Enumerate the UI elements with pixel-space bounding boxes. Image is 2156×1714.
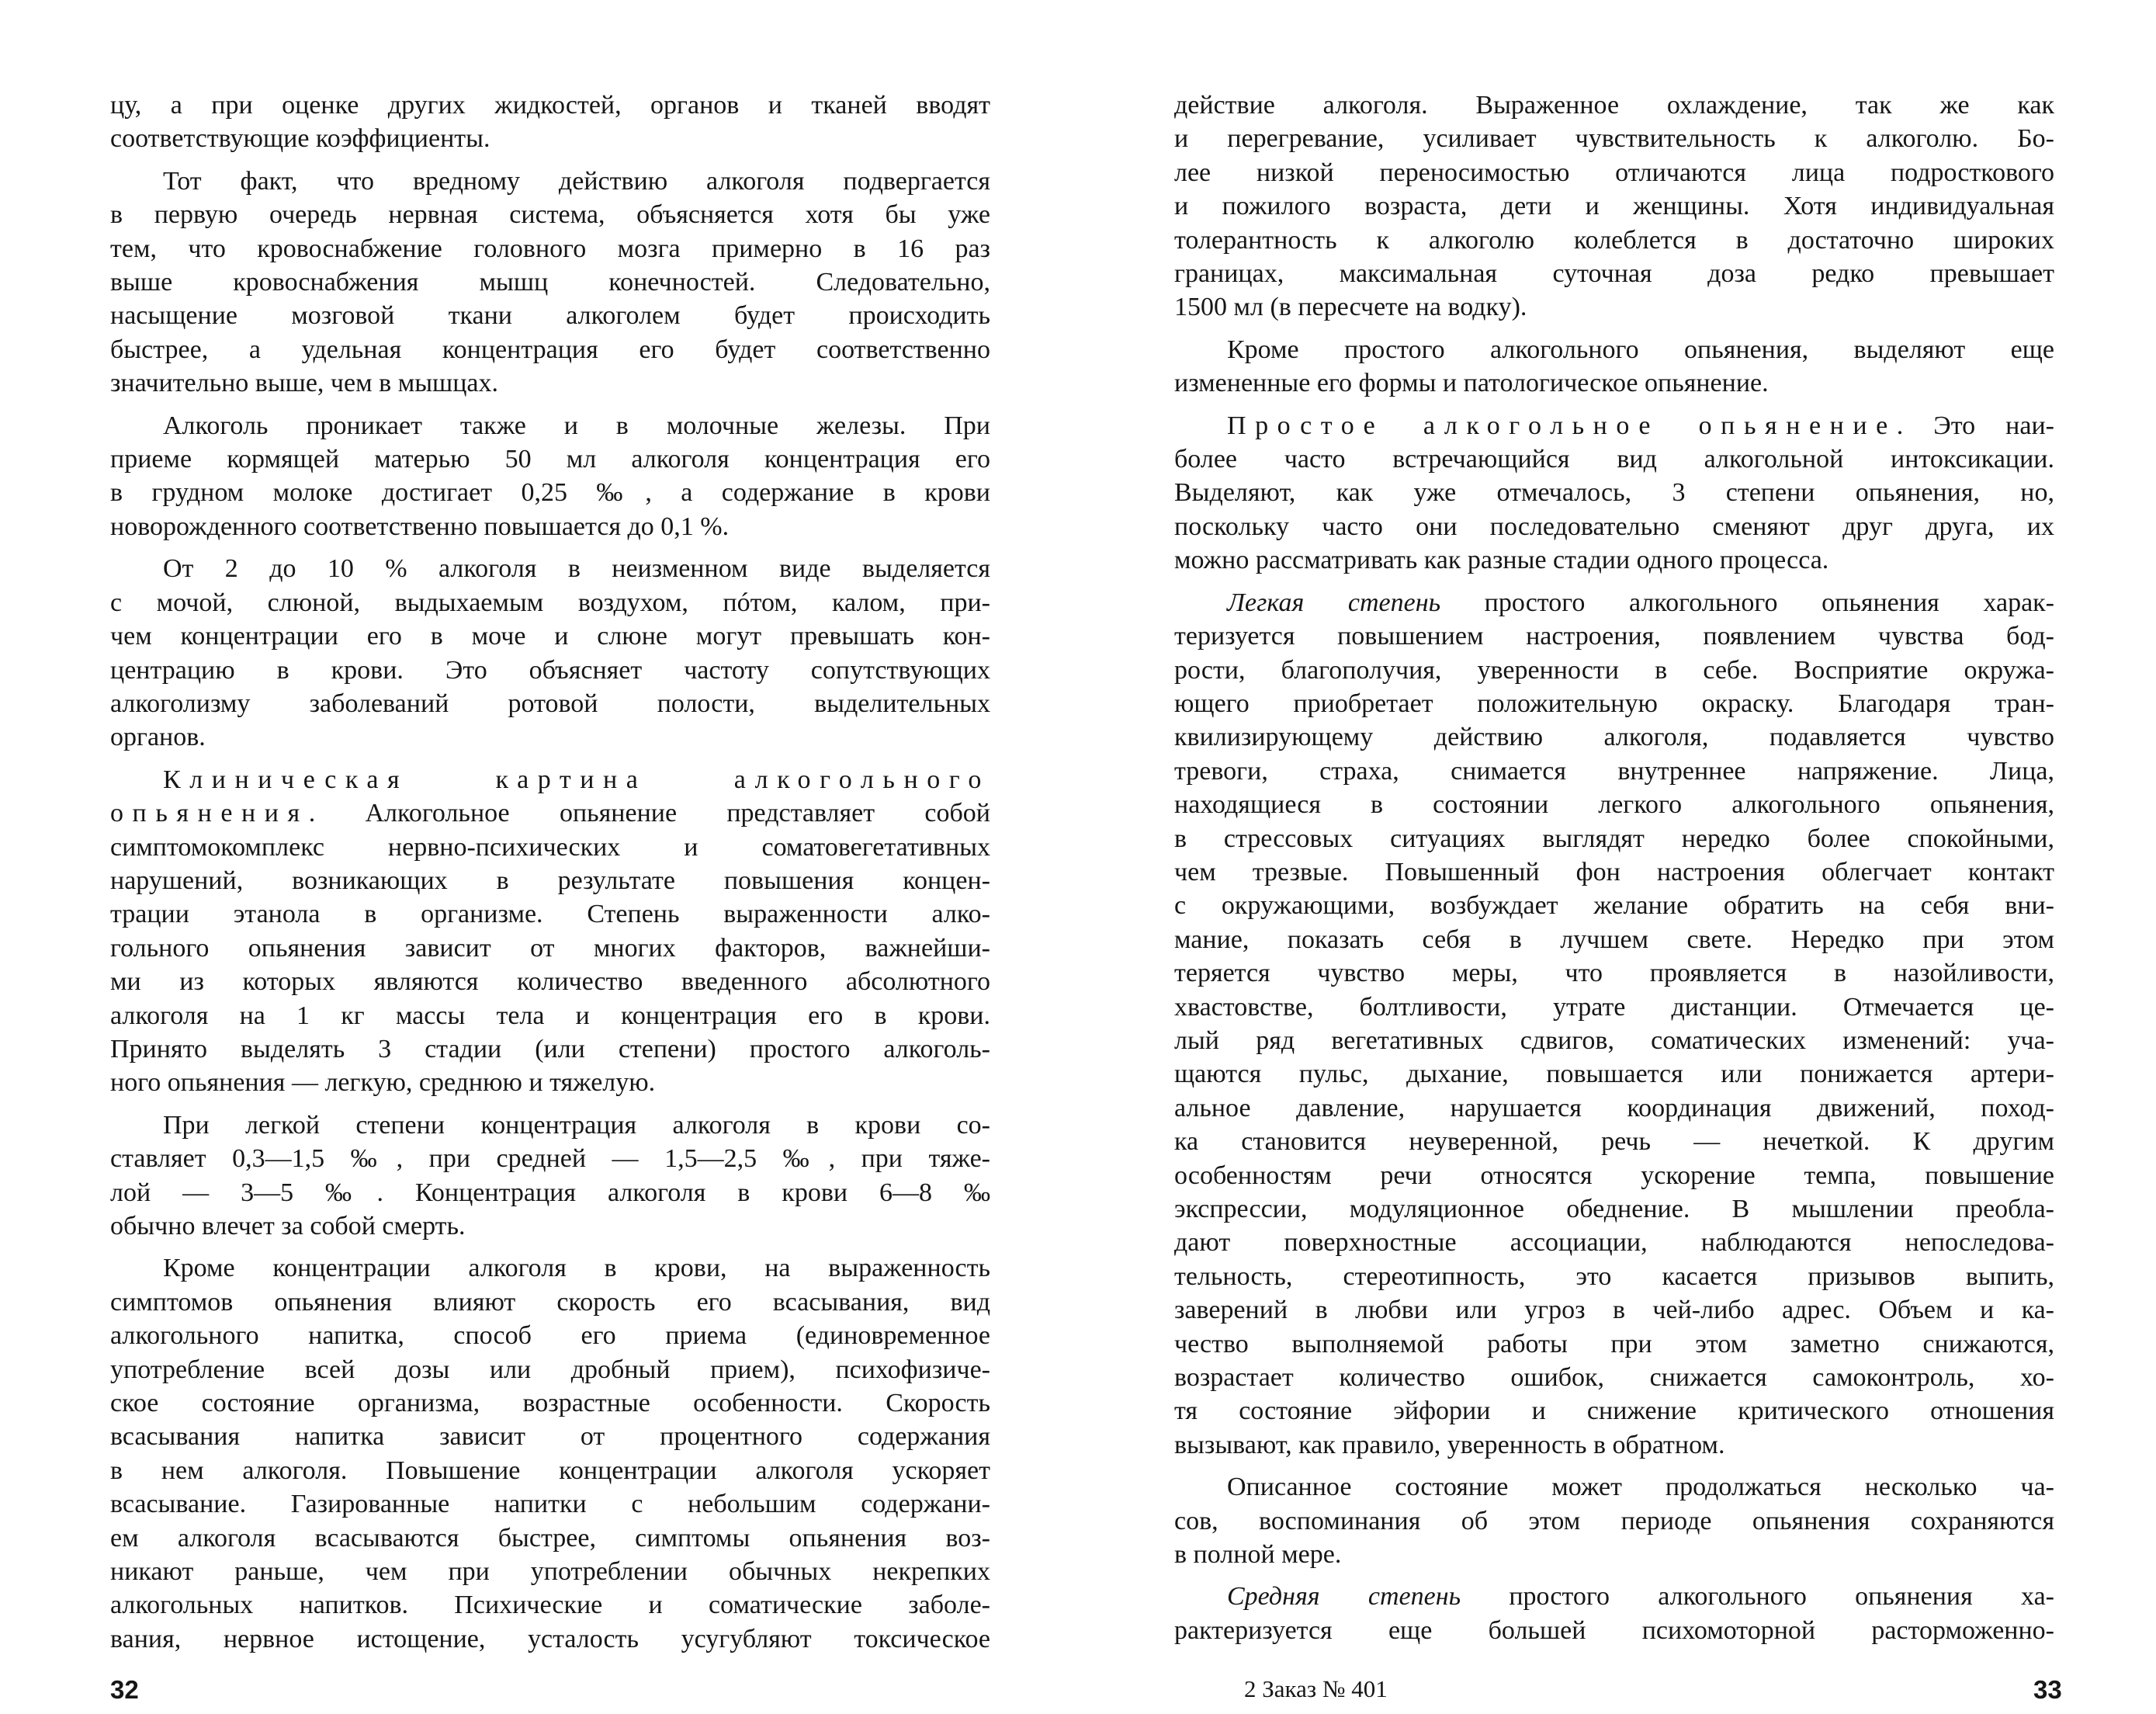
text-line: альное давление, нарушается координация движений, поход-: [1174, 1093, 2054, 1122]
page-number-left: 32: [110, 1675, 139, 1704]
text-run: . Алкогольное опьянение представляет собой: [308, 799, 990, 828]
text-line: соответствующие коэффициенты.: [110, 124, 490, 154]
text-line: [110, 796, 990, 830]
text-run: . Это наи-: [1896, 411, 2054, 440]
printer-signature: 2 Заказ № 401: [1244, 1675, 1388, 1702]
text-line: цу, а при оценке других жидкостей, органов и тканей вводят: [110, 91, 990, 120]
text-line: [110, 763, 990, 796]
text-line: насыщение мозговой ткани алкоголем будет происходить: [110, 301, 990, 331]
paragraph: [1174, 586, 2054, 1462]
text-line: При легкой степени концентрация алкоголя в крови со-: [163, 1110, 990, 1140]
text-line: в грудном молоке достигает 0,25 ‰, а содержание в крови: [110, 478, 990, 508]
paragraph: [1174, 333, 2054, 401]
text-line: симптомокомплекс нервно-психических и соматовегетативных: [110, 832, 990, 862]
text-line: тем, что кровоснабжение головного мозга примерно в 16 раз: [110, 234, 990, 263]
left-page-text: [110, 88, 990, 1664]
text-line: и перегревание, усиливает чувствительность к алкоголю. Бо-: [1174, 124, 2054, 154]
text-line: алкогольного напитка, способ его приема (единовременное: [110, 1321, 990, 1351]
text-line: ного опьянения — легкую, среднюю и тяжелую.: [110, 1068, 656, 1098]
text-line: быстрее, а удельная концентрация его будет соответственно: [110, 335, 990, 364]
text-line: тельность, стереотипность, это касается призывов выпить,: [1174, 1261, 2054, 1291]
text-line: более часто встречающийся вид алкогольной интоксикации.: [1174, 445, 2054, 474]
italic-term: Легкая степень: [1227, 588, 1441, 617]
text-line: [1174, 409, 2054, 442]
text-line: чем трезвые. Повышенный фон настроения облегчает контакт: [1174, 857, 2054, 886]
text-line: возрастает количество ошибок, снижается самоконтроль, хо-: [1174, 1363, 2054, 1393]
paragraph: [1174, 1580, 2054, 1647]
text-line: заверений в любви или угроз в чей-либо адрес. Объем и ка-: [1174, 1296, 2054, 1325]
text-line: экспрессии, модуляционное обеднение. В мышлении преобла-: [1174, 1195, 2054, 1223]
text-line: квилизирующему действию алкоголя, подавляется чувство: [1174, 723, 2054, 752]
text-line: рости, благополучия, уверенности в себе. Восприятие окружа-: [1174, 655, 2054, 685]
text-line: лой — 3—5 ‰. Концентрация алкоголя в крови 6—8 ‰: [110, 1178, 990, 1207]
text-line: теризуется повышением настроения, появлением чувства бод-: [1174, 622, 2054, 651]
text-line: всасывание. Газированные напитки с небольшим содержани-: [110, 1490, 990, 1519]
text-line: алкоголизму заболеваний ротовой полости, выделительных: [110, 689, 990, 718]
text-line: особенностям речи относятся ускорение темпа, повышение: [1174, 1161, 2054, 1190]
paragraph: [110, 88, 990, 156]
text-line: лее низкой переносимостью отличаются лица подросткового: [1174, 158, 2054, 187]
text-line: в нем алкоголя. Повышение концентрации алкоголя ускоряет: [110, 1456, 990, 1485]
text-line: рактеризуется еще большей психомоторной расторможенно-: [1174, 1615, 2054, 1645]
text-line: Кроме концентрации алкоголя в крови, на выраженность: [163, 1254, 990, 1283]
text-line: Тот факт, что вредному действию алкоголя подвергается: [163, 166, 990, 196]
text-line: симптомов опьянения влияют скорость его всасывания, вид: [110, 1287, 990, 1317]
text-line: вания, нервное истощение, усталость усугубляют токсическое: [110, 1624, 990, 1653]
right-page-text: [1174, 88, 2054, 1656]
text-line: поскольку часто они последовательно сменяют друг друга, их: [1174, 512, 2054, 541]
text-run: простого алкогольного опьянения ха-: [1461, 1582, 2054, 1612]
text-line: Выделяют, как уже отмечалось, 3 степени опьянения, но,: [1174, 478, 2054, 508]
spaced-heading: Клиническая картина алкогольного: [163, 765, 990, 794]
text-line: алкогольных напитков. Психические и соматические заболе-: [110, 1591, 990, 1620]
text-line: значительно выше, чем в мышцах.: [110, 369, 499, 398]
text-line: можно рассматривать как разные стадии одного процесса.: [1174, 546, 1829, 575]
text-line: вызывают, как правило, уверенность в обратном.: [1174, 1430, 1725, 1459]
text-line: теряется чувство меры, что проявляется в назойливости,: [1174, 959, 2054, 988]
spaced-heading: опьянения: [110, 799, 309, 828]
text-line: От 2 до 10 % алкоголя в неизменном виде выделяется: [163, 554, 990, 584]
paragraph: [110, 763, 990, 1100]
paragraph: [1174, 409, 2054, 578]
paragraph: [1174, 88, 2054, 324]
page-number-right: 33: [2033, 1675, 2062, 1704]
text-line: [1174, 586, 2054, 619]
text-line: чество выполняемой работы при этом заметно снижаются,: [1174, 1329, 2054, 1358]
text-line: ставляет 0,3—1,5 ‰, при средней — 1,5—2,5 ‰, при тяже-: [110, 1144, 990, 1174]
paragraph: [110, 552, 990, 754]
text-line: с мочой, слюной, выдыхаемым воздухом, пóтом, калом, при-: [110, 588, 990, 617]
text-line: ем алкоголя всасываются быстрее, симптомы опьянения воз-: [110, 1523, 990, 1553]
text-line: приеме кормящей матерью 50 мл алкоголя концентрация его: [110, 445, 990, 474]
text-line: Описанное состояние может продолжаться несколько ча-: [1227, 1473, 2054, 1502]
text-line: нарушений, возникающих в результате повышения концен-: [110, 866, 990, 895]
text-line: выше кровоснабжения мышц конечностей. Следовательно,: [110, 268, 990, 297]
paragraph: [110, 409, 990, 544]
text-line: в первую очередь нервная система, объясняется хотя бы уже: [110, 200, 990, 230]
text-line: границах, максимальная суточная доза редко превышает: [1174, 259, 2054, 289]
paragraph: [110, 1251, 990, 1656]
italic-term: Средняя степень: [1227, 1582, 1461, 1612]
text-line: мание, показать себя в лучшем свете. Нередко при этом: [1174, 925, 2054, 954]
text-line: лый ряд вегетативных сдвигов, соматических изменений: уча-: [1174, 1025, 2054, 1055]
text-line: Алкоголь проникает также и в молочные железы. При: [163, 411, 990, 440]
text-line: в стрессовых ситуациях выглядят нередко более спокойными,: [1174, 824, 2054, 853]
text-line: щаются пульс, дыхание, повышается или понижается артери-: [1174, 1060, 2054, 1089]
text-line: Кроме простого алкогольного опьянения, выделяют еще: [1227, 335, 2054, 364]
text-line: ское состояние организма, возрастные особенности. Скорость: [110, 1389, 990, 1418]
text-line: тревоги, страха, снимается внутреннее напряжение. Лица,: [1174, 756, 2054, 786]
text-line: ющего приобретает положительную окраску. Благодаря тран-: [1174, 689, 2054, 718]
text-line: новорожденного соответственно повышается до 0,1 %.: [110, 512, 730, 541]
text-line: дают поверхностные ассоциации, наблюдаются непоследова-: [1174, 1228, 2054, 1258]
text-line: [1174, 1580, 2054, 1613]
text-line: толерантность к алкоголю колеблется в достаточно широких: [1174, 225, 2054, 255]
text-line: никают раньше, чем при употреблении обычных некрепких: [110, 1557, 990, 1587]
paragraph: [1174, 1470, 2054, 1571]
text-line: центрацию в крови. Это объясняет частоту сопутствующих: [110, 655, 990, 685]
text-line: измененные его формы и патологическое опьянение.: [1174, 369, 1769, 398]
text-line: в полной мере.: [1174, 1540, 1342, 1570]
text-line: всасывания напитка зависит от процентного содержания: [110, 1422, 990, 1452]
text-line: действие алкоголя. Выраженное охлаждение, так же как: [1174, 91, 2054, 120]
paragraph: [110, 165, 990, 401]
text-line: ми из которых являются количество введенного абсолютного: [110, 967, 990, 997]
text-line: ка становится неуверенной, речь — нечеткой. К другим: [1174, 1127, 2054, 1157]
text-line: тя состояние эйфории и снижение критического отношения: [1174, 1397, 2054, 1426]
text-line: чем концентрации его в моче и слюне могут превышать кон-: [110, 622, 990, 651]
text-line: и пожилого возраста, дети и женщины. Хотя индивидуальная: [1174, 192, 2054, 221]
text-line: органов.: [110, 723, 206, 752]
text-line: гольного опьянения зависит от многих факторов, важнейши-: [110, 933, 990, 963]
text-run: простого алкогольного опьянения харак-: [1440, 588, 2054, 617]
text-line: Принято выделять 3 стадии (или степени) простого алкоголь-: [110, 1034, 990, 1063]
text-line: трации этанола в организме. Степень выраженности алко-: [110, 900, 990, 929]
text-line: употребление всей дозы или дробный прием), психофизиче-: [110, 1355, 990, 1384]
text-line: сов, воспоминания об этом периоде опьянения сохраняются: [1174, 1506, 2054, 1535]
text-line: 1500 мл (в пересчете на водку).: [1174, 293, 1527, 322]
text-line: хвастовстве, болтливости, утрате дистанции. Отмечается це-: [1174, 992, 2054, 1022]
spaced-heading: Простое алкогольное опьянение: [1227, 411, 1897, 440]
paragraph: [110, 1109, 990, 1244]
text-line: с окружающими, возбуждает желание обратить на себя вни-: [1174, 891, 2054, 921]
text-line: обычно влечет за собой смерть.: [110, 1212, 466, 1240]
text-line: находящиеся в состоянии легкого алкогольного опьянения,: [1174, 790, 2054, 820]
text-line: алкоголя на 1 кг массы тела и концентрация его в крови.: [110, 1001, 990, 1030]
